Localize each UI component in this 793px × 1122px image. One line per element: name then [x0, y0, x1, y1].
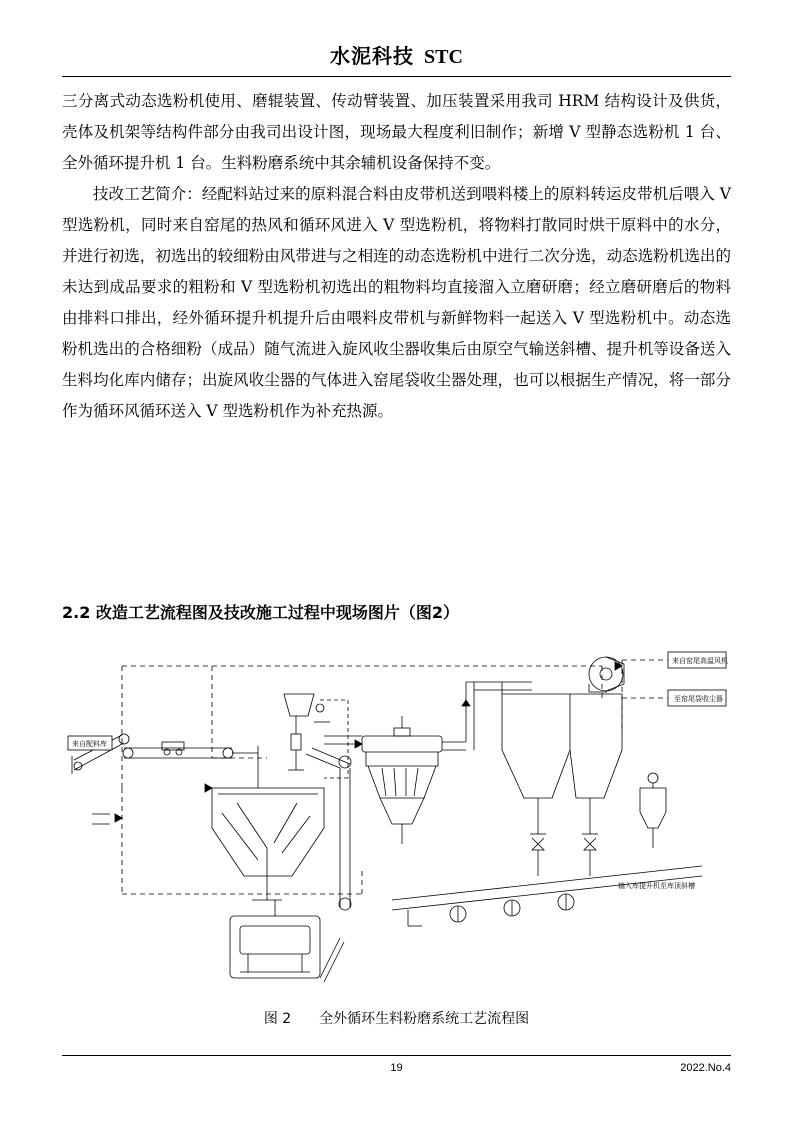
figure-caption	[62, 1008, 731, 1028]
label-to-silo: 输入库提升机至库顶斜槽	[618, 882, 695, 890]
label-baghouse: 至窑尾袋收尘器	[674, 695, 723, 703]
header-title-en: STC	[424, 46, 463, 68]
document-header	[62, 40, 731, 69]
issue-number: 2022.No.4	[680, 1062, 731, 1074]
page-footer	[62, 1062, 731, 1082]
figure-caption-label: 图 2	[263, 1011, 292, 1027]
paragraph-2: 技改工艺简介：经配料站过来的原料混合料由皮带机送到喂料楼上的原料转运皮带机后喂入 V 型选粉机，同时来自窑尾的热风和循环风进入 V 型选粉机，将物料打散同时烘干原料中的水分，并进行初选，初选出的较细粉由风带进与之相连的动态选粉机中进行二次分选，动态选粉机选出的未达到成品要求的粗粉和 V 型选粉机初选出的粗物料均直接溜入立磨研磨；经立磨研磨后的物料由排料口排出，经外循环提升机提升后由喂料皮带机与新鲜物料一起送入 V 型选粉机中。动态选粉机选出的合格细粉（成品）随气流进入旋风收尘器收集后由原空气输送斜槽、提升机等设备送入生料均化库内储存；出旋风收尘器的气体进入窑尾袋收尘器处理，也可以根据生产情况，将一部分作为循环风循环送入 V 型选粉机作为补充热源。	[62, 185, 731, 420]
body-text	[62, 86, 731, 427]
header-title-cn: 水泥科技	[330, 44, 415, 68]
figure-caption-text: 全外循环生料粉磨系统工艺流程图	[319, 1011, 530, 1027]
page-content-area	[62, 0, 731, 1122]
paragraph-1: 三分离式动态选粉机使用、磨辊装置、传动臂装置、加压装置采用我司 HRM 结构设计及供货，壳体及机架等结构件部分由我司出设计图，现场最大程度利旧制作；新增 V 型静态选粉机 1 台、全外循环提升机 1 台。生料粉磨系统中其余辅机设备保持不变。	[62, 92, 731, 172]
process-flow-diagram	[62, 638, 731, 1010]
footer-divider	[62, 1055, 731, 1056]
label-raw-feed: 来自配料库	[72, 740, 107, 748]
page-number: 19	[390, 1062, 403, 1074]
section-heading: 2.2 改造工艺流程图及技改施工过程中现场图片（图2）	[62, 603, 460, 622]
header-divider	[62, 76, 731, 77]
label-kiln-fan: 来自窑尾高温风机	[672, 657, 728, 665]
flow-diagram-svg	[62, 638, 731, 1010]
